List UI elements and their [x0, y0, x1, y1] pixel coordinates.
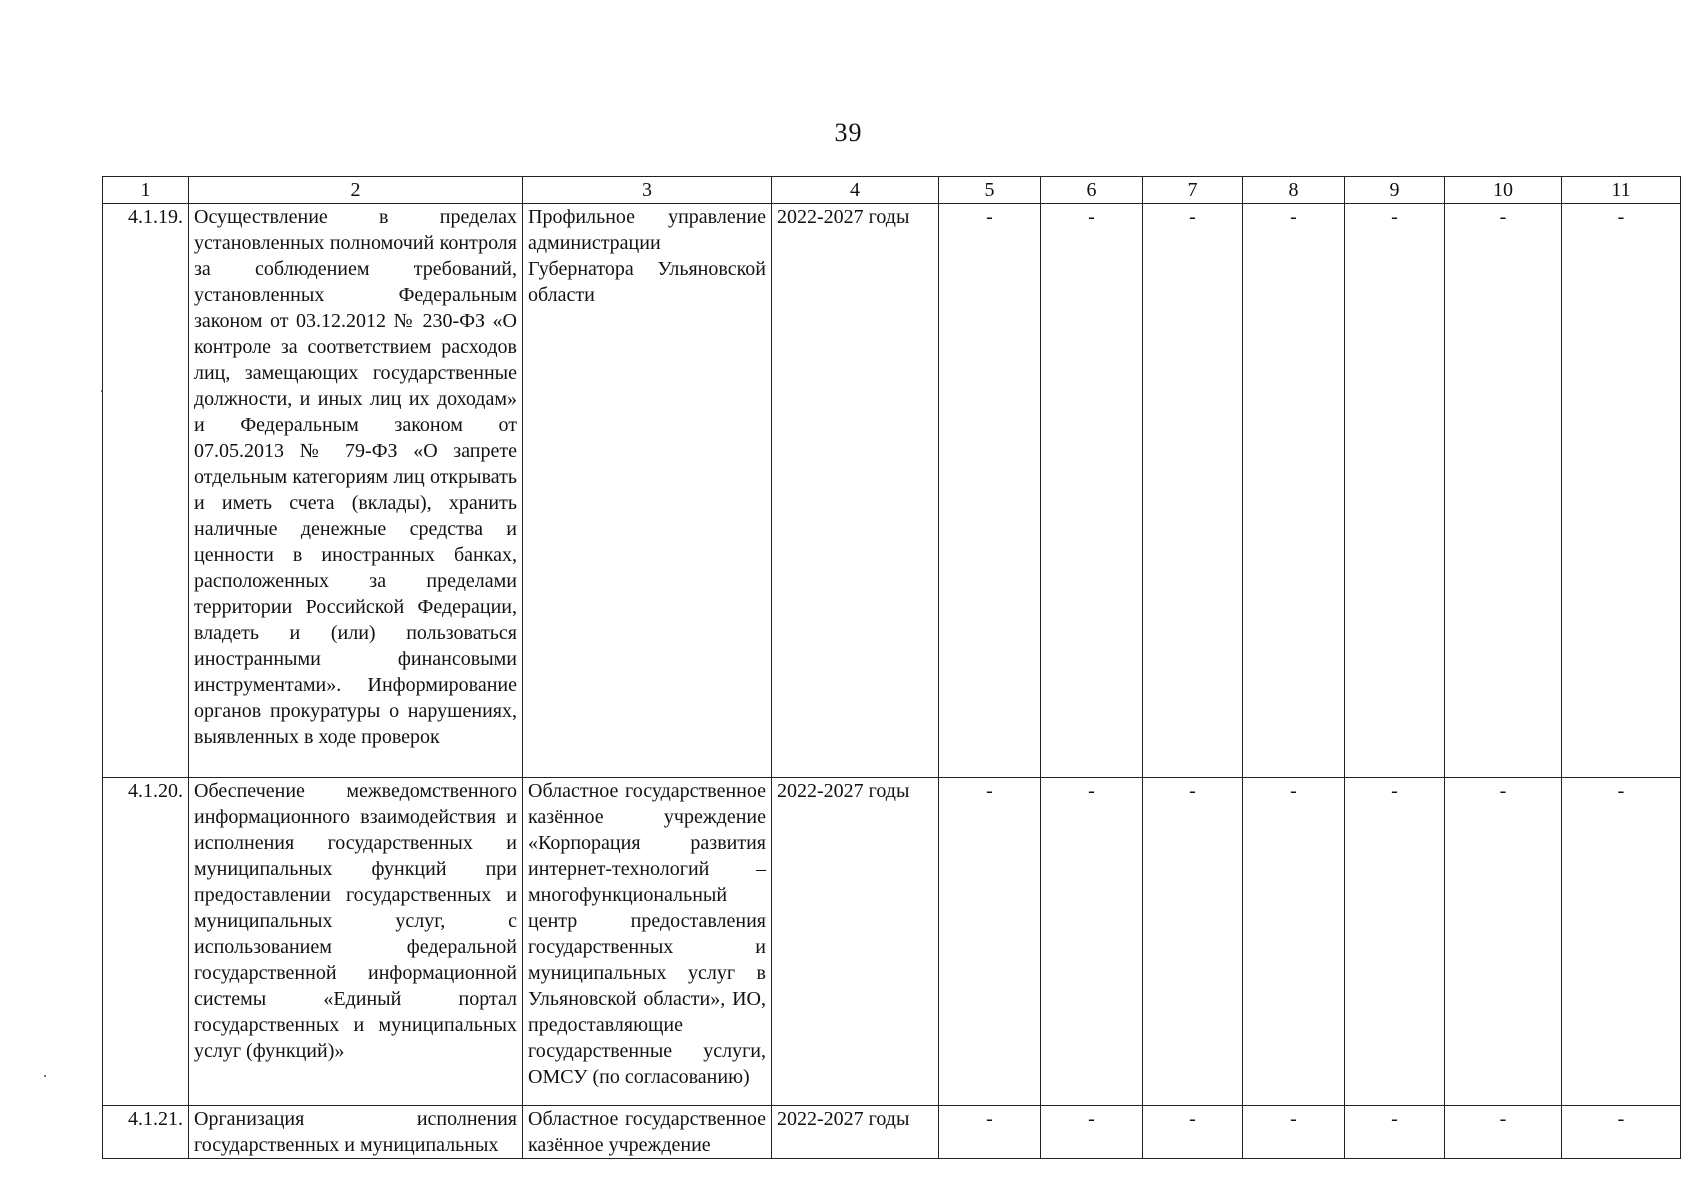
value-cell: - [1243, 778, 1345, 1106]
activity-cell: Осуществление в пределах установленных полномочий контроля за соблюдением требований, установленных Федеральным законом от 03.12.2012 № 230-ФЗ «О контроле за соответствием расходов лиц, замещающих государственные должности, и иных лиц их доходам» и Федеральным законом от 07.05.2013 № 79-ФЗ «О запрете отдельным категориям лиц открывать и иметь счета (вклады), хранить наличные денежные средства и ценности в иностранных банках, расположенных за пределами территории Российской Федерации, владеть и (или) пользоваться иностранными финансовыми инструментами». Информирование органов прокуратуры о нарушениях, выявленных в ходе проверок [189, 204, 523, 778]
column-header: 2 [189, 177, 523, 204]
value-cell: - [939, 204, 1041, 778]
value-cell: - [1445, 778, 1562, 1106]
measures-table [102, 176, 1681, 1159]
responsible-cell: Профильное управление администрации Губернатора Ульяновской области [523, 204, 772, 778]
value-cell: - [1143, 778, 1243, 1106]
table-row [103, 204, 1681, 778]
scan-speck [101, 390, 103, 392]
value-cell: - [1562, 1106, 1681, 1159]
column-header: 5 [939, 177, 1041, 204]
value-cell: - [1345, 778, 1445, 1106]
responsible-cell: Областное государственное казённое учреждение «Корпорация развития интернет-технологий – многофункциональный центр предоставления государственных и муниципальных услуг в Ульяновской области», ИО, предоставляющие государственные услуги, ОМСУ (по согласованию) [523, 778, 772, 1106]
value-cell: - [1041, 204, 1143, 778]
table-row [103, 1106, 1681, 1159]
value-cell: - [1041, 778, 1143, 1106]
scan-speck [44, 1075, 46, 1077]
value-cell: - [1345, 1106, 1445, 1159]
value-cell: - [1143, 1106, 1243, 1159]
period-cell: 2022-2027 годы [772, 1106, 939, 1159]
value-cell: - [1562, 204, 1681, 778]
column-header: 10 [1445, 177, 1562, 204]
period-cell: 2022-2027 годы [772, 778, 939, 1106]
row-number: 4.1.19. [103, 204, 189, 778]
row-number: 4.1.21. [103, 1106, 189, 1159]
row-number: 4.1.20. [103, 778, 189, 1106]
value-cell: - [1041, 1106, 1143, 1159]
page-number: 39 [834, 118, 863, 147]
header-row [103, 177, 1681, 204]
value-cell: - [1345, 204, 1445, 778]
column-header: 9 [1345, 177, 1445, 204]
value-cell: - [1445, 204, 1562, 778]
value-cell: - [1143, 204, 1243, 778]
value-cell: - [1243, 1106, 1345, 1159]
period-cell: 2022-2027 годы [772, 204, 939, 778]
value-cell: - [939, 778, 1041, 1106]
column-header: 4 [772, 177, 939, 204]
column-header: 1 [103, 177, 189, 204]
value-cell: - [1243, 204, 1345, 778]
column-header: 8 [1243, 177, 1345, 204]
value-cell: - [1562, 778, 1681, 1106]
responsible-cell: Областное государственное казённое учреждение [523, 1106, 772, 1159]
activity-cell: Обеспечение межведомственного информационного взаимодействия и исполнения государственных и муниципальных функций при предоставлении государственных и муниципальных услуг, с использованием федеральной государственной информационной системы «Единый портал государственных и муниципальных услуг (функций)» [189, 778, 523, 1106]
table-row [103, 778, 1681, 1106]
activity-cell: Организация исполнения государственных и муниципальных [189, 1106, 523, 1159]
value-cell: - [939, 1106, 1041, 1159]
column-header: 7 [1143, 177, 1243, 204]
column-header: 11 [1562, 177, 1681, 204]
column-header: 6 [1041, 177, 1143, 204]
value-cell: - [1445, 1106, 1562, 1159]
column-header: 3 [523, 177, 772, 204]
